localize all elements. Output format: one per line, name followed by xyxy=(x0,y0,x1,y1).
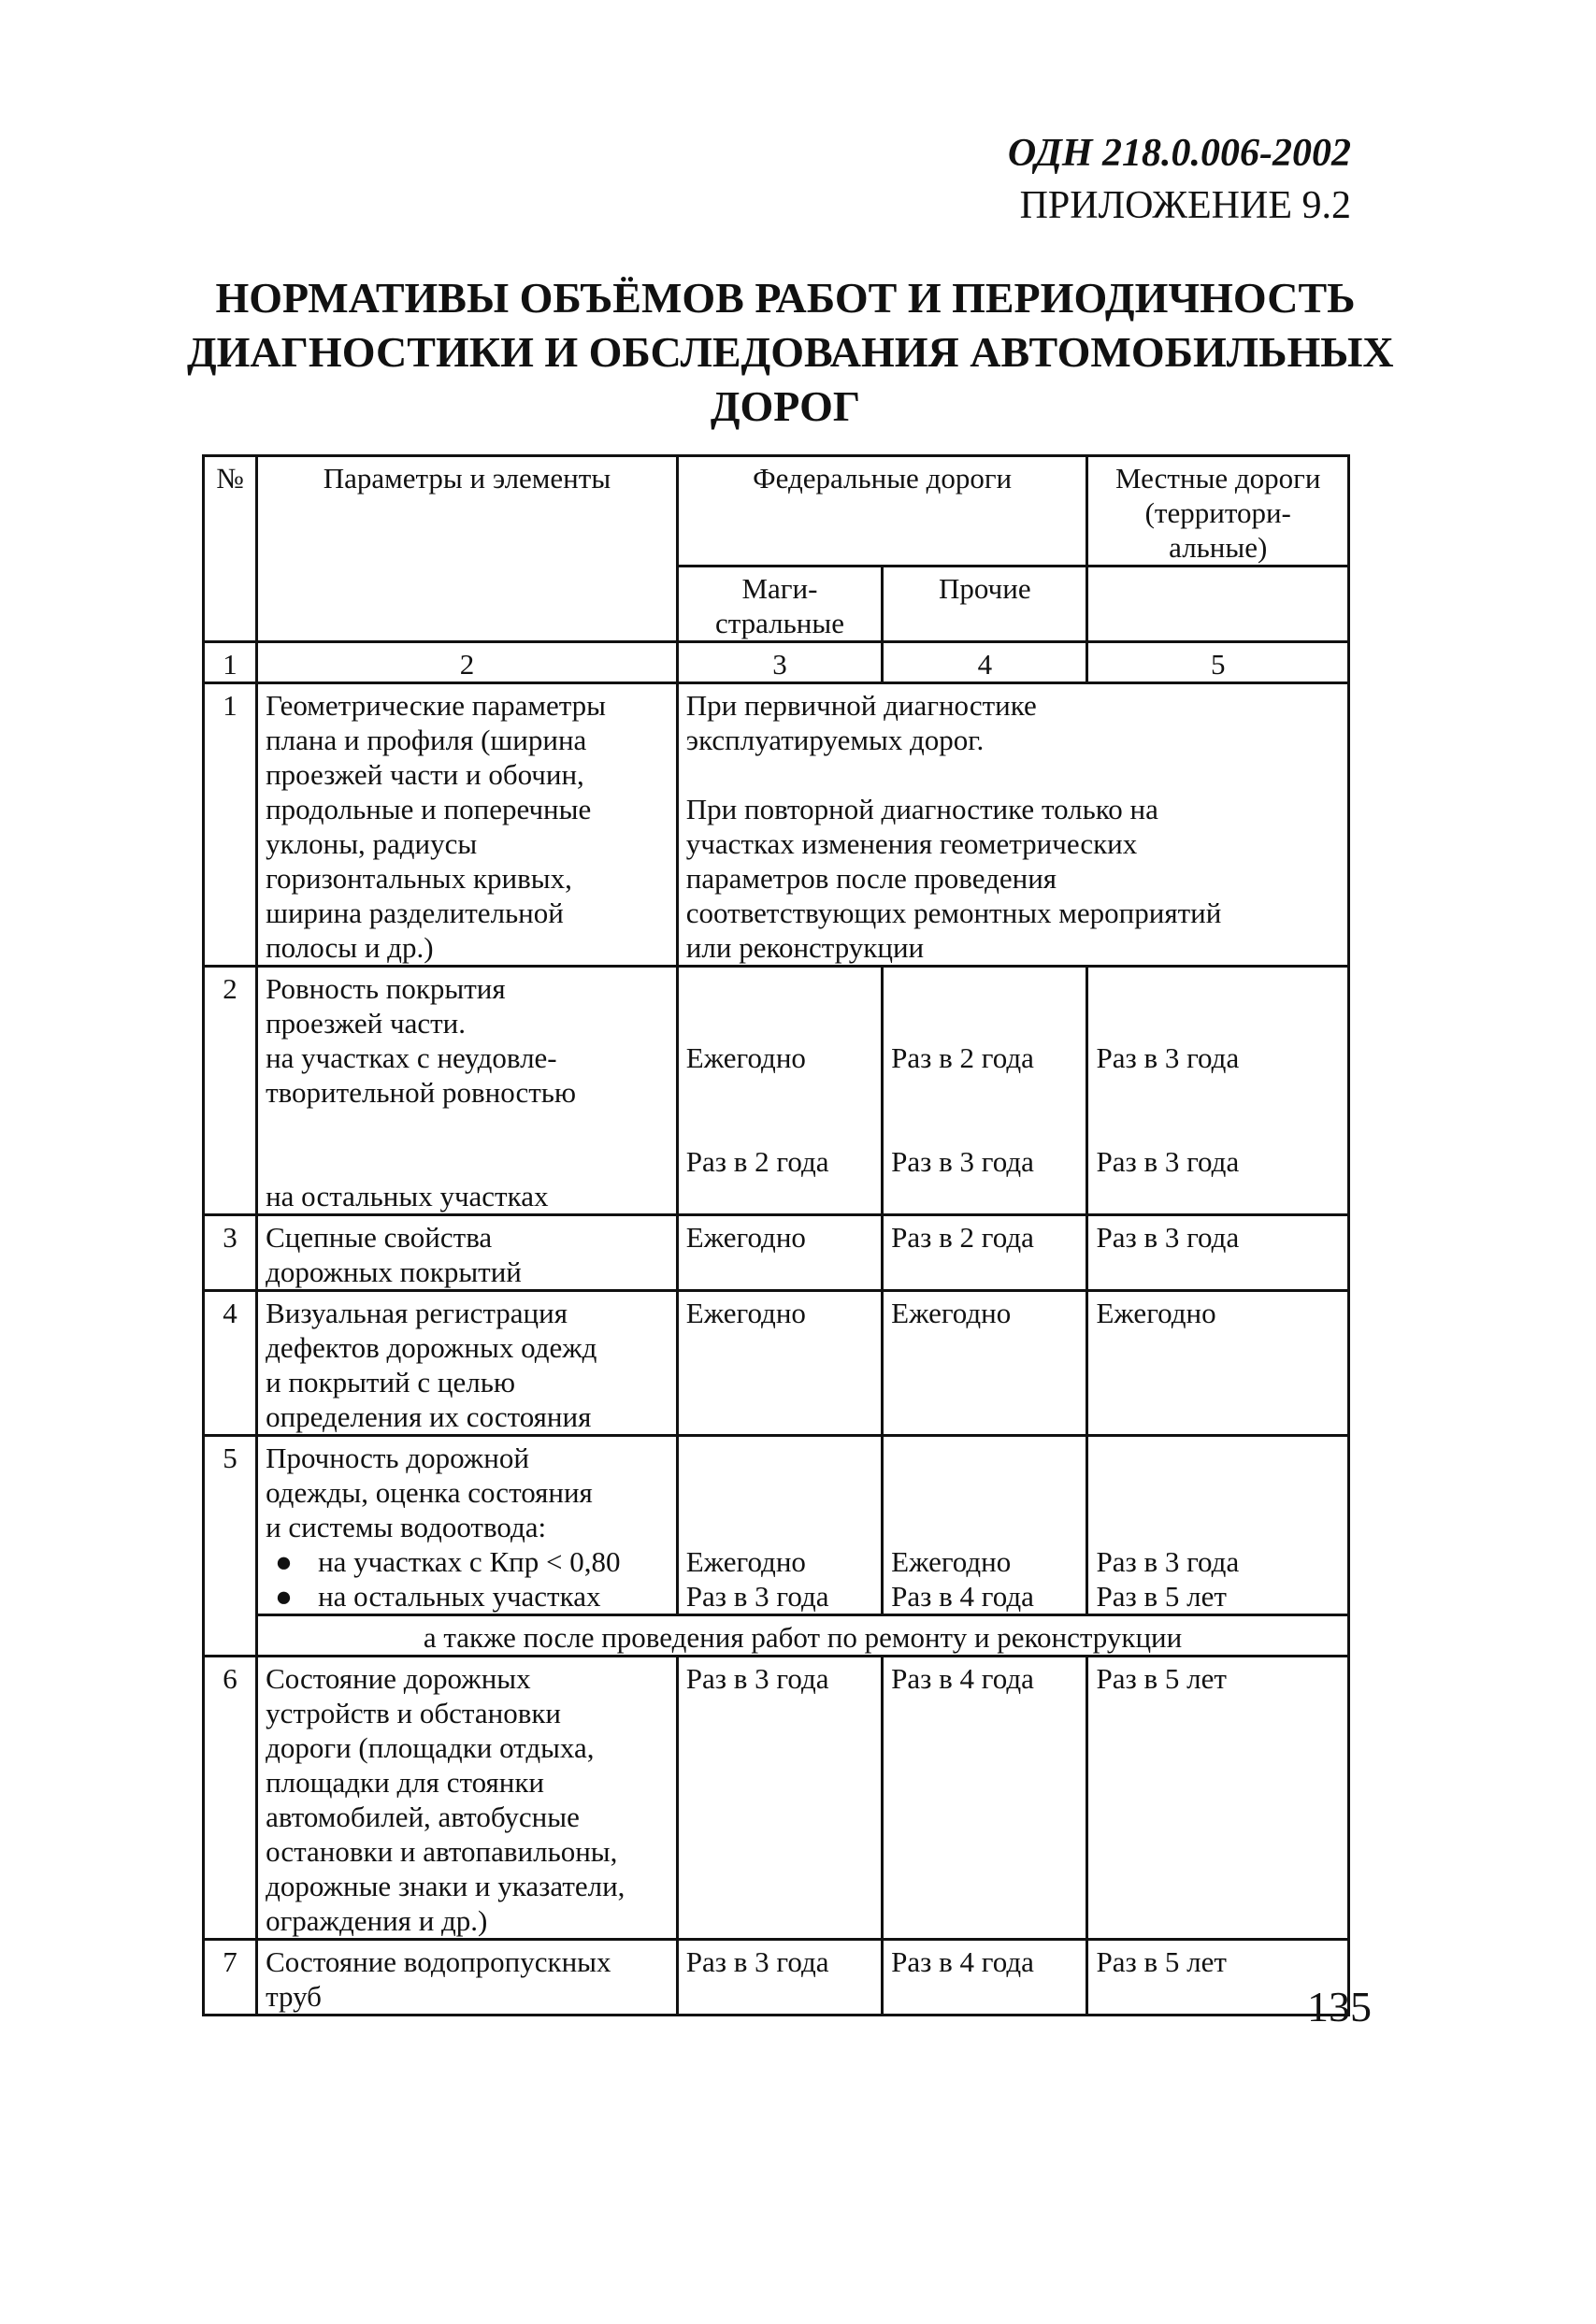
param-line: одежды, оценка состояния xyxy=(266,1476,593,1509)
row-param xyxy=(257,1940,678,2016)
param-line: и системы водоотвода: xyxy=(266,1511,547,1543)
merged-line: эксплуатируемых дорог. xyxy=(685,724,985,756)
colnum-4: 4 xyxy=(883,642,1087,683)
param-line: дорожные знаки и указатели, xyxy=(266,1870,625,1902)
spacer xyxy=(686,1075,873,1144)
value-main: Ежегодно xyxy=(677,1215,882,1291)
header-num: № xyxy=(204,456,257,642)
spacer xyxy=(1096,1441,1340,1475)
spacer xyxy=(686,757,1340,792)
param-line: проезжей части. xyxy=(266,1007,466,1040)
bullet-icon: ● xyxy=(275,1545,293,1578)
param-line: определения их состояния xyxy=(266,1400,592,1433)
param-line: плана и профиля (ширина xyxy=(266,724,587,756)
value-local xyxy=(1087,1436,1349,1615)
param-line: дорожных покрытий xyxy=(266,1255,522,1288)
colnum-5: 5 xyxy=(1087,642,1349,683)
bullet-icon: ● xyxy=(275,1580,293,1613)
page-number: 135 xyxy=(1307,1983,1372,2030)
bullet-text: на остальных участках xyxy=(318,1580,601,1613)
param-line: ширина разделительной xyxy=(266,897,564,929)
param-line: устройств и обстановки xyxy=(266,1697,561,1729)
appendix-label: ПРИЛОЖЕНИЕ 9.2 xyxy=(1019,184,1351,227)
value-other: Ежегодно xyxy=(883,1291,1087,1436)
spacer xyxy=(686,1510,873,1544)
param-line: на участках с неудовле- xyxy=(266,1041,557,1074)
colnum-2: 2 xyxy=(257,642,678,683)
value-local: Раз в 5 лет xyxy=(1087,1940,1349,2016)
param-line: остановки и автопавильоны, xyxy=(266,1835,618,1868)
value-line: Ежегодно xyxy=(685,1545,806,1578)
table-row xyxy=(204,1436,1349,1615)
row-num: 3 xyxy=(204,1215,257,1291)
param-line: Состояние дорожных xyxy=(266,1662,531,1695)
value-other xyxy=(883,967,1087,1215)
colnum-1: 1 xyxy=(204,642,257,683)
row-param xyxy=(257,1657,678,1940)
merged-line: или реконструкции xyxy=(685,931,925,964)
bullet-item xyxy=(266,1544,669,1579)
table-row xyxy=(204,683,1349,967)
value-line: Раз в 5 лет xyxy=(1096,1580,1227,1613)
row-num: 7 xyxy=(204,1940,257,2016)
param-line: дефектов дорожных одежд xyxy=(266,1331,597,1364)
value-main xyxy=(677,967,882,1215)
value-other: Раз в 4 года xyxy=(883,1657,1087,1940)
header-other-roads: Прочие xyxy=(883,567,1087,642)
param-line: уклоны, радиусы xyxy=(266,827,478,860)
header-local-line: Местные дороги xyxy=(1114,462,1321,495)
param-line: дороги (площадки отдыха, xyxy=(266,1731,595,1764)
header-empty xyxy=(1087,567,1349,642)
value-line: Раз в 3 года xyxy=(891,1145,1034,1178)
value-local: Раз в 5 лет xyxy=(1087,1657,1349,1940)
param-line: Прочность дорожной xyxy=(266,1442,529,1474)
header-params: Параметры и элементы xyxy=(257,456,678,642)
norms-table xyxy=(202,454,1350,2016)
value-local: Раз в 3 года xyxy=(1087,1215,1349,1291)
header-local-line: (территори- xyxy=(1144,496,1291,529)
value-line: Раз в 3 года xyxy=(685,1580,829,1613)
header-federal: Федеральные дороги xyxy=(677,456,1087,567)
spacer xyxy=(1096,1075,1340,1144)
param-line: Визуальная регистрация xyxy=(266,1297,568,1329)
colnum-3: 3 xyxy=(677,642,882,683)
header-main-line: Маги- xyxy=(741,572,818,605)
row-note: а также после проведения работ по ремонту и реконструкции xyxy=(257,1615,1349,1657)
spacer xyxy=(891,1510,1078,1544)
header-main-line: стральные xyxy=(714,607,844,639)
param-line: и покрытий с целью xyxy=(266,1366,515,1399)
param-line: проезжей части и обочин, xyxy=(266,758,584,791)
header-local-line: альные) xyxy=(1169,531,1268,564)
row-num: 6 xyxy=(204,1657,257,1940)
row-num: 5 xyxy=(204,1436,257,1657)
row-num: 4 xyxy=(204,1291,257,1436)
spacer xyxy=(686,1441,873,1475)
bullet-text: на участках с Кпр < 0,80 xyxy=(318,1545,621,1578)
param-line: горизонтальных кривых, xyxy=(266,862,572,895)
value-main xyxy=(677,1436,882,1615)
param-line: площадки для стоянки xyxy=(266,1766,544,1799)
value-line: Ежегодно xyxy=(685,1041,806,1074)
row-num: 2 xyxy=(204,967,257,1215)
merged-line: параметров после проведения xyxy=(685,862,1057,895)
row-param xyxy=(257,967,678,1215)
value-line: Раз в 4 года xyxy=(891,1580,1034,1613)
param-line: полосы и др.) xyxy=(266,931,434,964)
value-line: Раз в 3 года xyxy=(1096,1545,1240,1578)
value-main: Раз в 3 года xyxy=(677,1940,882,2016)
row-num: 1 xyxy=(204,683,257,967)
table-row xyxy=(204,1940,1349,2016)
value-line: Раз в 2 года xyxy=(891,1041,1034,1074)
value-other: Раз в 4 года xyxy=(883,1940,1087,2016)
column-number-row xyxy=(204,642,1349,683)
value-line: Ежегодно xyxy=(891,1545,1012,1578)
param-line: Геометрические параметры xyxy=(266,689,606,722)
spacer xyxy=(686,971,873,1040)
table-row xyxy=(204,1291,1349,1436)
row-param xyxy=(257,1291,678,1436)
table-row xyxy=(204,1657,1349,1940)
page-title xyxy=(187,271,1394,434)
value-local: Ежегодно xyxy=(1087,1291,1349,1436)
row-param xyxy=(257,1215,678,1291)
param-line: Ровность покрытия xyxy=(266,972,506,1005)
spacer xyxy=(1096,1510,1340,1544)
merged-line: При первичной диагностике xyxy=(685,689,1037,722)
param-line: ограждения и др.) xyxy=(266,1904,488,1937)
spacer xyxy=(686,1475,873,1510)
row-param xyxy=(257,1436,678,1615)
param-line: творительной ровностью xyxy=(266,1076,577,1109)
table-row xyxy=(204,967,1349,1215)
value-line: Раз в 3 года xyxy=(1096,1041,1240,1074)
param-line: продольные и поперечные xyxy=(266,793,592,825)
table-note-row xyxy=(204,1615,1349,1657)
merged-line: соответствующих ремонтных мероприятий xyxy=(685,897,1222,929)
param-line: автомобилей, автобусные xyxy=(266,1800,580,1833)
spacer xyxy=(266,1110,669,1179)
table-header-row xyxy=(204,456,1349,567)
row-param xyxy=(257,683,678,967)
header-local xyxy=(1087,456,1349,567)
spacer xyxy=(891,1075,1078,1144)
merged-line: При повторной диагностике только на xyxy=(685,793,1158,825)
title-line-1: НОРМАТИВЫ ОБЪЁМОВ РАБОТ И ПЕРИОДИЧНОСТЬ xyxy=(215,274,1356,322)
spacer xyxy=(1096,1475,1340,1510)
spacer xyxy=(891,1441,1078,1475)
value-other: Раз в 2 года xyxy=(883,1215,1087,1291)
value-other xyxy=(883,1436,1087,1615)
value-line: Раз в 3 года xyxy=(1096,1145,1240,1178)
param-line: Сцепные свойства xyxy=(266,1221,493,1254)
value-main: Ежегодно xyxy=(677,1291,882,1436)
value-main: Раз в 3 года xyxy=(677,1657,882,1940)
spacer xyxy=(891,1475,1078,1510)
param-line: на остальных участках xyxy=(266,1180,549,1212)
header-main-roads xyxy=(677,567,882,642)
merged-periodicity-cell xyxy=(677,683,1348,967)
spacer xyxy=(1096,971,1340,1040)
value-local xyxy=(1087,967,1349,1215)
title-line-3: ДОРОГ xyxy=(710,382,861,430)
title-line-2: ДИАГНОСТИКИ И ОБСЛЕДОВАНИЯ АВТОМОБИЛЬНЫХ xyxy=(187,328,1394,376)
param-line: труб xyxy=(266,1980,322,2013)
bullet-item xyxy=(266,1579,669,1614)
table-row xyxy=(204,1215,1349,1291)
document-code: ОДН 218.0.006-2002 xyxy=(1007,132,1351,175)
value-line: Раз в 2 года xyxy=(685,1145,829,1178)
merged-line: участках изменения геометрических xyxy=(685,827,1138,860)
spacer xyxy=(891,971,1078,1040)
param-line: Состояние водопропускных xyxy=(266,1945,611,1978)
